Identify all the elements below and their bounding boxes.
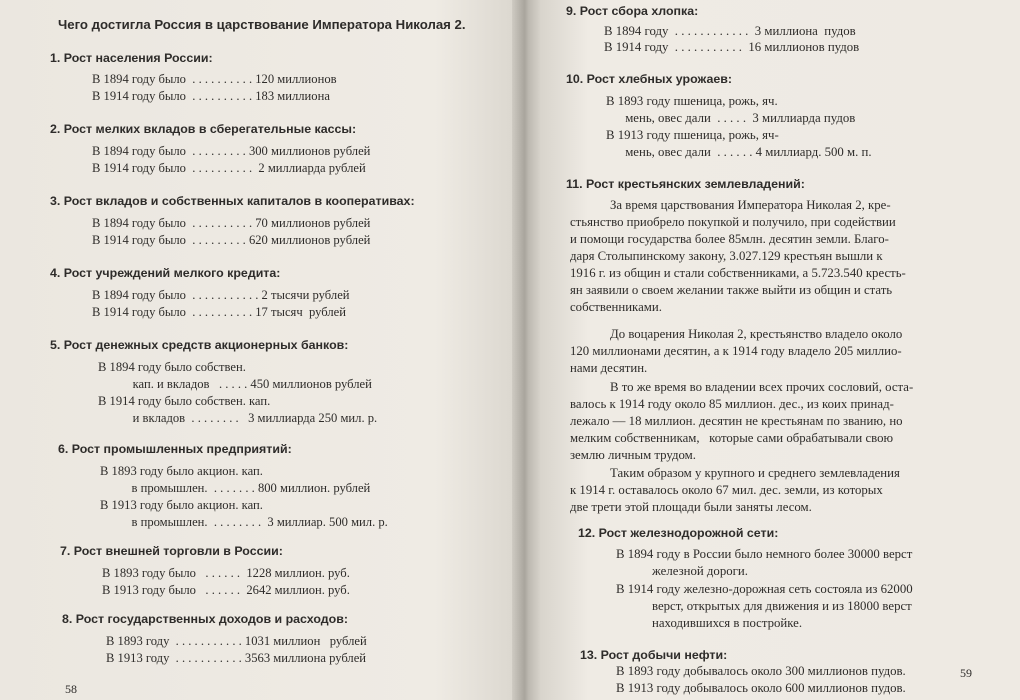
book-gutter	[512, 0, 540, 700]
text-line: В 1914 году было . . . . . . . . . . 17 тысяч рублей	[92, 305, 346, 319]
text-line: находившихся в постройке.	[652, 616, 803, 630]
text-line: в промышлен. . . . . . . . . 3 миллиар. 500 мил. р.	[100, 515, 388, 529]
text-line: За время царствования Императора Николая 2, кре-	[610, 198, 891, 212]
text-line: В 1914 году было собствен. кап.	[98, 394, 271, 408]
text-line: и вкладов . . . . . . . . 3 миллиарда 250 мил. р.	[98, 411, 378, 425]
section-heading: 7. Рост внешней торговли в России:	[60, 544, 283, 558]
section-heading: 11. Рост крестьянских землевладений:	[566, 177, 805, 191]
section-heading: 2. Рост мелких вкладов в сберегательные кассы:	[50, 122, 357, 136]
text-line: В 1894 году . . . . . . . . . . . . 3 миллиона пудов	[604, 24, 856, 38]
text-line: В 1893 году было . . . . . . 1228 миллион. руб.	[102, 566, 350, 580]
section-heading: 3. Рост вкладов и собственных капиталов в кооперативах:	[50, 194, 415, 208]
text-line: В 1914 году было . . . . . . . . . . 183 миллиона	[92, 89, 330, 103]
text-line: В 1913 году было . . . . . . 2642 миллион. руб.	[102, 583, 350, 597]
page-number: 59	[960, 666, 972, 680]
section-heading: 13. Рост добычи нефти:	[580, 648, 728, 662]
text-line: мень, овес дали . . . . . 3 миллиарда пудов	[606, 111, 856, 125]
text-line: две трети этой площади были заняты лесом.	[570, 500, 812, 514]
text-line: стьянство приобрело покупкой и получило, при содействии	[570, 215, 896, 229]
text-line: даря Столыпинскому закону, 3.027.129 крестьян вышли к	[570, 249, 883, 263]
section-heading: 6. Рост промышленных предприятий:	[58, 442, 292, 456]
text-line: лежало — 18 миллион. десятин не крестьянам по званию, но	[570, 414, 903, 428]
text-line: В то же время во владении всех прочих сословий, оста-	[610, 380, 914, 394]
text-line: железной дороги.	[652, 564, 748, 578]
text-line: В 1893 году . . . . . . . . . . . 1031 миллион рублей	[106, 634, 367, 648]
text-line: В 1913 году . . . . . . . . . . . 3563 миллиона рублей	[106, 651, 367, 665]
text-line: В 1893 году пшеница, рожь, яч.	[606, 94, 778, 108]
text-line: 120 миллионами десятин, а к 1914 году владело 205 миллио-	[570, 344, 902, 358]
section-heading: 5. Рост денежных средств акционерных банков:	[50, 338, 349, 352]
text-line: В 1894 году в России было немного более 30000 верст	[616, 547, 913, 561]
text-line: к 1914 г. оставалось около 67 мил. дес. земли, из которых	[570, 483, 883, 497]
text-line: В 1894 году было . . . . . . . . . . . 2 тысячи рублей	[92, 288, 350, 302]
text-line: В 1914 году . . . . . . . . . . . 16 миллионов пудов	[604, 40, 860, 54]
text-line: 1916 г. из общин и стали собственниками, а 5.723.540 кресть-	[570, 266, 906, 280]
text-line: В 1894 году было . . . . . . . . . 300 миллионов рублей	[92, 144, 371, 158]
text-line: В 1913 году добывалось около 600 миллионов пудов.	[616, 681, 906, 695]
text-line: в промышлен. . . . . . . . 800 миллион. рублей	[100, 481, 371, 495]
text-line: В 1894 году было собствен.	[98, 360, 246, 374]
text-line: мелким собственникам, которые сами обрабатывали свою	[570, 431, 894, 445]
text-line: кап. и вкладов . . . . . 450 миллионов рублей	[98, 377, 372, 391]
right-page	[540, 0, 1020, 700]
text-line: и помощи государства более 85млн. десятин земли. Благо-	[570, 232, 889, 246]
section-heading: 8. Рост государственных доходов и расходов:	[62, 612, 348, 626]
text-line: До воцарения Николая 2, крестьянство владело около	[610, 327, 903, 341]
text-line: В 1913 году пшеница, рожь, яч-	[606, 128, 779, 142]
text-line: В 1914 году было . . . . . . . . . . 2 миллиарда рублей	[92, 161, 366, 175]
text-line: верст, открытых для движения и из 18000 верст	[652, 599, 912, 613]
section-heading: 4. Рост учреждений мелкого кредита:	[50, 266, 281, 280]
section-heading: 9. Рост сбора хлопка:	[566, 4, 699, 18]
page-title: Чего достигла Россия в царствование Императора Николая 2.	[58, 17, 466, 32]
text-line: В 1893 году было акцион. кап.	[100, 464, 263, 478]
text-line: мень, овес дали . . . . . . 4 миллиард. 500 м. п.	[606, 145, 872, 159]
text-line: валось к 1914 году около 85 миллион. дес., из коих принад-	[570, 397, 894, 411]
page-number: 58	[65, 682, 77, 696]
section-heading: 1. Рост населения России:	[50, 51, 213, 65]
text-line: В 1913 году было акцион. кап.	[100, 498, 263, 512]
text-line: В 1893 году добывалось около 300 миллионов пудов.	[616, 664, 906, 678]
text-line: Таким образом у крупного и среднего землевладения	[610, 466, 900, 480]
text-line: ян заявили о своем желании также выйти из общин и стать	[570, 283, 893, 297]
section-heading: 10. Рост хлебных урожаев:	[566, 72, 732, 86]
text-line: В 1894 году было . . . . . . . . . . 120 миллионов	[92, 72, 337, 86]
text-line: нами десятин.	[570, 361, 648, 375]
section-heading: 12. Рост железнодорожной сети:	[578, 526, 779, 540]
text-line: В 1914 году было . . . . . . . . . 620 миллионов рублей	[92, 233, 371, 247]
text-line: В 1894 году было . . . . . . . . . . 70 миллионов рублей	[92, 216, 371, 230]
text-line: собственниками.	[570, 300, 662, 314]
text-line: В 1914 году железно-дорожная сеть состояла из 62000	[616, 582, 913, 596]
text-line: землю личным трудом.	[570, 448, 696, 462]
